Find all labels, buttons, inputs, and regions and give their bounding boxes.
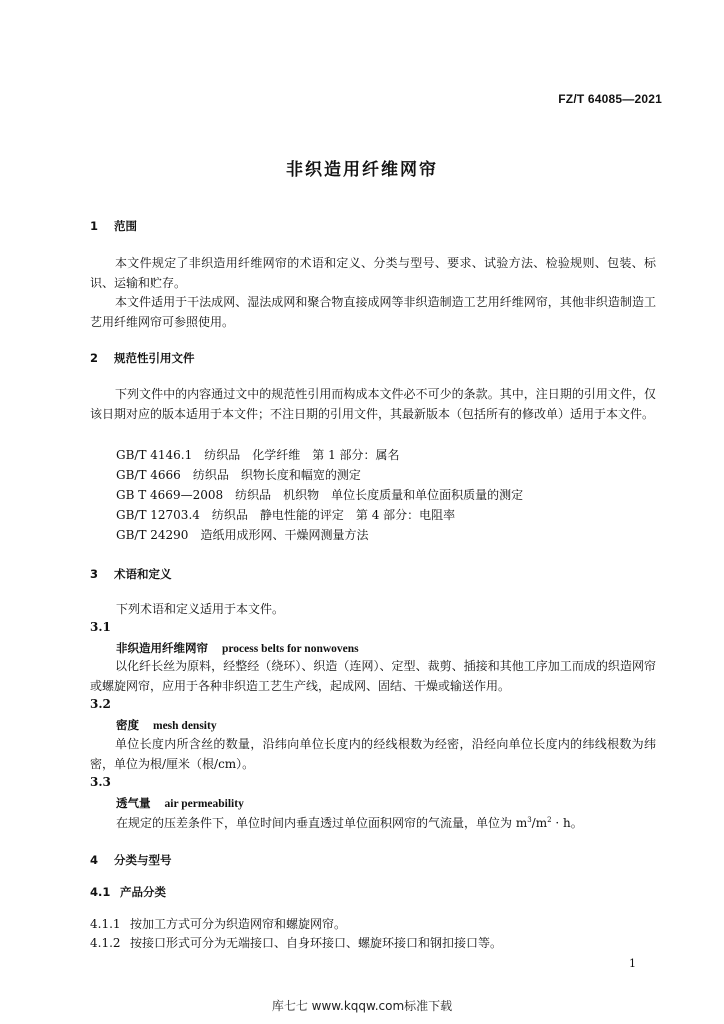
subsection-title: 产品分类 xyxy=(120,885,166,899)
term-definition: 单位长度内所含丝的数量，沿纬向单位长度内的经线根数为经密，沿经向单位长度内的纬线根数为纬密，单位为根/厘米（根/cm）。 xyxy=(90,737,656,771)
section-title: 规范性引用文件 xyxy=(114,351,195,365)
term-chinese: 密度 xyxy=(116,718,139,732)
reference-code: GB/T 4666 xyxy=(116,468,181,482)
section-1-paragraph-1: 本文件规定了非织造用纤维网帘的术语和定义、分类与型号、要求、试验方法、检验规则、包装、标识、运输和贮存。 xyxy=(90,256,656,290)
term-number: 3.1 xyxy=(90,620,111,634)
section-title: 分类与型号 xyxy=(114,853,172,867)
reference-item xyxy=(116,506,455,523)
section-2-paragraph: 下列文件中的内容通过文中的规范性引用而构成本文件必不可少的条款。其中，注日期的引用文件，仅该日期对应的版本适用于本文件；不注日期的引用文件，其最新版本（包括所有的修改单）适用于本文件。 xyxy=(90,387,656,421)
reference-item xyxy=(116,486,523,503)
term-english: air permeability xyxy=(164,798,244,810)
reference-code: GB/T 4146.1 xyxy=(116,448,193,462)
reference-title: 纺织品 化学纤维 第 1 部分：属名 xyxy=(204,448,400,462)
reference-title: 纺织品 机织物 单位长度质量和单位面积质量的测定 xyxy=(235,488,524,502)
term-english: mesh density xyxy=(153,720,217,732)
reference-title: 造纸用成形网、干燥网测量方法 xyxy=(200,528,369,542)
term-chinese: 非织造用纤维网帘 xyxy=(116,641,208,655)
reference-code: GB/T 24290 xyxy=(116,528,189,542)
section-number: 2 xyxy=(90,351,99,365)
section-1-heading xyxy=(90,218,137,234)
section-1-paragraph-2: 本文件适用于干法成网、湿法成网和聚合物直接成网等非织造制造工艺用纤维网帘，其他非织造制造工艺用纤维网帘可参照使用。 xyxy=(90,295,656,329)
subsection-number: 4.1 xyxy=(90,885,111,899)
term-chinese: 透气量 xyxy=(116,796,151,810)
section-number: 4 xyxy=(90,853,99,867)
section-3-intro: 下列术语和定义适用于本文件。 xyxy=(116,602,285,616)
clause-text: 按接口形式可分为无端接口、自身环接口、螺旋环接口和钢扣接口等。 xyxy=(130,936,503,950)
reference-title: 纺织品 织物长度和幅宽的测定 xyxy=(192,468,361,482)
section-title: 范围 xyxy=(114,219,137,233)
clause-text: 按加工方式可分为织造网帘和螺旋网帘。 xyxy=(130,917,347,931)
term-definition: 在规定的压差条件下，单位时间内垂直透过单位面积网帘的气流量，单位为 $m^3/m^2 \cdot h$。 xyxy=(116,816,583,830)
term-heading xyxy=(116,640,359,656)
section-4-heading xyxy=(90,852,172,868)
section-title: 术语和定义 xyxy=(114,567,172,581)
term-number: 3.2 xyxy=(90,697,111,711)
term-definition: 以化纤长丝为原料，经整经（绕环）、织造（连网）、定型、裁剪、插接和其他工序加工而成的织造网帘或螺旋网帘，应用于各种非织造工艺生产线，起成网、固结、干燥或输送作用。 xyxy=(90,659,656,693)
reference-item xyxy=(116,466,361,483)
section-number: 3 xyxy=(90,567,99,581)
term-english: process belts for nonwovens xyxy=(222,643,359,655)
subsection-4-1-heading xyxy=(90,884,166,900)
reference-code: GB T 4669—2008 xyxy=(116,488,224,502)
reference-title: 纺织品 静电性能的评定 第 4 部分：电阻率 xyxy=(211,508,456,522)
term-number: 3.3 xyxy=(90,775,111,789)
page-number: 1 xyxy=(629,957,636,970)
clause-item xyxy=(90,915,346,932)
section-3-heading xyxy=(90,566,172,582)
section-2-heading xyxy=(90,350,195,366)
reference-item xyxy=(116,526,368,543)
standard-code: FZ/T 64085—2021 xyxy=(558,92,662,106)
clause-number: 4.1.2 xyxy=(90,936,121,950)
section-number: 1 xyxy=(90,219,99,233)
reference-code: GB/T 12703.4 xyxy=(116,508,200,522)
term-heading xyxy=(116,717,217,733)
clause-item xyxy=(90,934,502,951)
reference-item xyxy=(116,446,400,463)
clause-number: 4.1.1 xyxy=(90,917,121,931)
term-heading xyxy=(116,795,244,811)
footer-watermark: 库七七 www.kqqw.com标准下载 xyxy=(271,999,453,1013)
document-title: 非织造用纤维网帘 xyxy=(286,160,438,180)
